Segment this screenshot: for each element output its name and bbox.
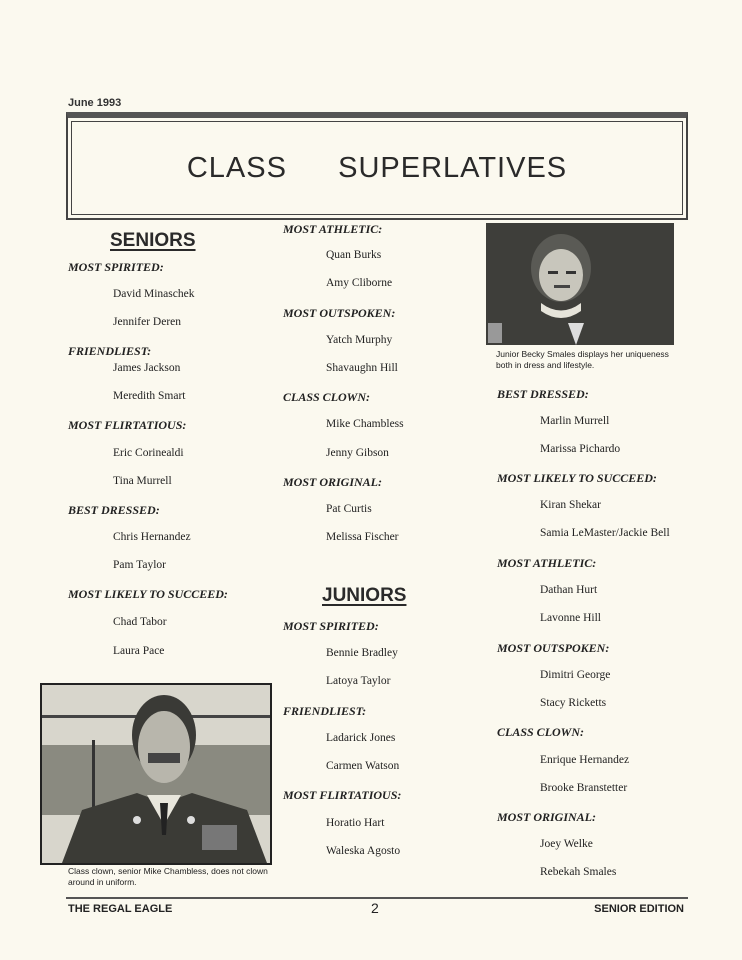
nominee-name: Melissa Fischer [326, 531, 399, 543]
nominee-name: Yatch Murphy [326, 334, 393, 346]
nominee-name: Chris Hernandez [113, 531, 191, 543]
issue-date: June 1993 [68, 97, 122, 109]
nominee-name: Jenny Gibson [326, 447, 389, 459]
nominee-name: Meredith Smart [113, 390, 186, 402]
girl-portrait-image [486, 223, 674, 345]
category-label: MOST LIKELY TO SUCCEED: [68, 587, 228, 601]
nominee-name: Lavonne Hill [540, 612, 601, 624]
nominee-name: James Jackson [113, 362, 181, 374]
senior-photo [40, 683, 272, 865]
category-label: MOST LIKELY TO SUCCEED: [497, 471, 657, 485]
nominee-name: Stacy Ricketts [540, 697, 607, 709]
category-label: MOST FLIRTATIOUS: [68, 418, 187, 432]
nominee-name: Marissa Pichardo [540, 443, 621, 455]
category-label: BEST DRESSED: [497, 387, 589, 401]
nominee-name: Shavaughn Hill [326, 362, 398, 374]
category-label: MOST FLIRTATIOUS: [283, 788, 402, 802]
nominee-name: Quan Burks [326, 249, 382, 261]
nominee-name: Marlin Murrell [540, 415, 610, 427]
nominee-name: Joey Welke [540, 838, 593, 850]
nominee-name: Eric Corinealdi [113, 447, 184, 459]
nominee-name: Jennifer Deren [113, 316, 182, 328]
category-label: MOST ATHLETIC: [283, 222, 383, 236]
category-label: CLASS CLOWN: [283, 390, 371, 404]
nominee-name: David Minaschek [113, 288, 195, 300]
nominee-name: Laura Pace [113, 645, 165, 657]
nominee-name: Pam Taylor [113, 559, 166, 571]
nominee-name: Amy Cliborne [326, 277, 393, 289]
nominee-name: Kiran Shekar [540, 499, 601, 511]
nominee-name: Brooke Branstetter [540, 782, 628, 794]
footer-divider [66, 897, 688, 899]
nominee-name: Samia LeMaster/Jackie Bell [540, 527, 670, 539]
category-label: MOST SPIRITED: [68, 260, 164, 274]
category-label: MOST OUTSPOKEN: [283, 306, 396, 320]
category-label: MOST ORIGINAL: [283, 475, 383, 489]
category-label: BEST DRESSED: [68, 503, 160, 517]
nominee-name: Carmen Watson [326, 760, 400, 772]
nominee-name: Chad Tabor [113, 616, 167, 628]
category-label: FRIENDLIEST: [68, 344, 152, 358]
junior-photo-caption: Junior Becky Smales displays her uniqueness both in dress and lifestyle. [496, 349, 669, 370]
category-label: MOST OUTSPOKEN: [497, 641, 610, 655]
category-label: MOST SPIRITED: [283, 619, 379, 633]
title-banner [66, 112, 688, 220]
nominee-name: Bennie Bradley [326, 647, 398, 659]
category-label: MOST ATHLETIC: [497, 556, 597, 570]
category-label: CLASS CLOWN: [497, 725, 585, 739]
category-label: MOST ORIGINAL: [497, 810, 597, 824]
page-title: CLASS SUPERLATIVES [186, 151, 568, 184]
nominee-name: Waleska Agosto [326, 845, 401, 857]
publication-name: THE REGAL EAGLE [68, 903, 173, 915]
page-number: 2 [371, 900, 379, 916]
nominee-name: Ladarick Jones [326, 732, 396, 744]
nominee-name: Dimitri George [540, 669, 611, 681]
category-label: FRIENDLIEST: [283, 704, 367, 718]
nominee-name: Tina Murrell [113, 475, 172, 487]
edition-name: SENIOR EDITION [594, 903, 684, 915]
seniors-heading: SENIORS [110, 230, 196, 251]
soldier-portrait-image [42, 685, 270, 863]
senior-photo-caption: Class clown, senior Mike Chambless, does not clown around in uniform. [68, 866, 268, 887]
nominee-name: Mike Chambless [326, 418, 404, 430]
nominee-name: Dathan Hurt [540, 584, 598, 596]
nominee-name: Pat Curtis [326, 503, 372, 515]
nominee-name: Horatio Hart [326, 817, 385, 829]
nominee-name: Latoya Taylor [326, 675, 391, 687]
nominee-name: Enrique Hernandez [540, 754, 630, 766]
nominee-name: Rebekah Smales [540, 866, 617, 878]
junior-photo [486, 223, 674, 345]
juniors-heading: JUNIORS [322, 585, 407, 606]
